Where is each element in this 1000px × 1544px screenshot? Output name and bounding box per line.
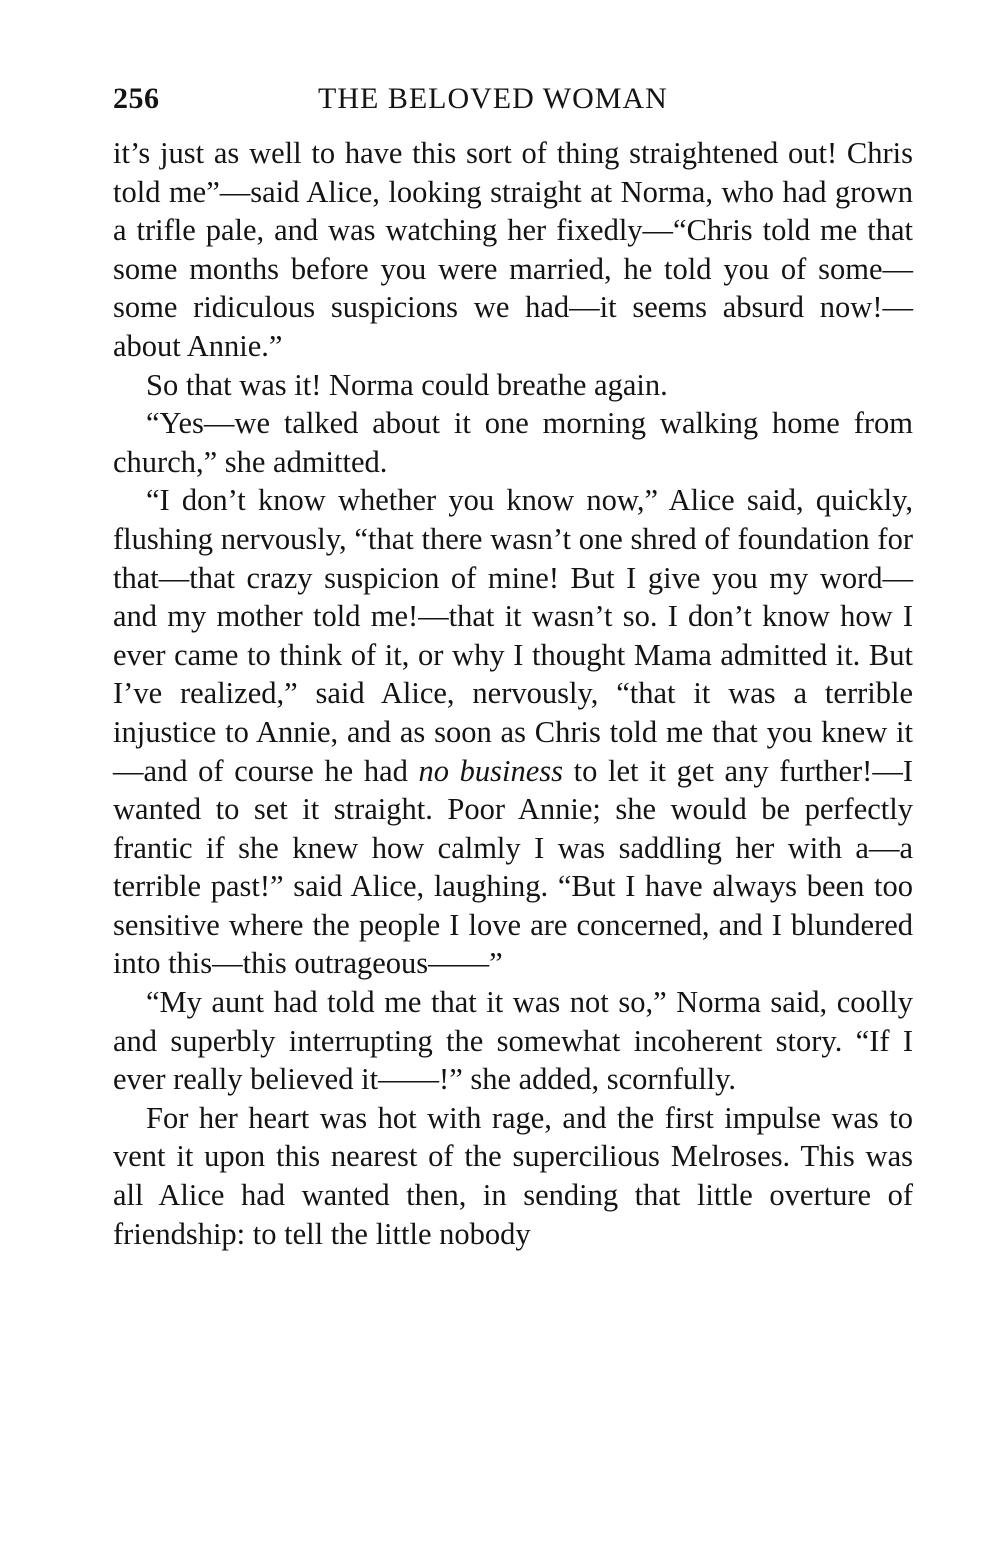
book-title: THE BELOVED WOMAN — [318, 82, 668, 115]
paragraph — [113, 983, 913, 1099]
paragraph — [113, 366, 913, 405]
page-number: 256 — [113, 82, 160, 115]
text-segment: For her heart was hot with rage, and the first impulse was to vent it upon this nearest of the supercilious Melroses. This was all Alice had wanted then, in sending that little overture of friendship: to tell the little nobody — [113, 1100, 913, 1251]
paragraph — [113, 404, 913, 481]
text-segment: So that was it! Norma could breathe again. — [146, 367, 668, 402]
text-segment: it’s just as well to have this sort of thing straightened out! Chris told me”—said Alice, looking straight at Norma, who had grown a trifle pale, and was watching her fixedly—“Chris told me that some months before you were married, he told you of some—some ridiculous suspicions we had—it seems absurd now!—about Annie.” — [113, 136, 913, 363]
text-segment: “My aunt had told me that it was not so,” Norma said, coolly and superbly interrupting the somewhat incoherent story. “If I ever really believed it——!” she added, scornfully. — [113, 985, 913, 1097]
paragraph — [113, 1099, 913, 1253]
paragraph — [113, 481, 913, 983]
text-segment: to let it get any further!—I wanted to set it straight. Poor Annie; she would be perfectly frantic if she knew how calmly I was saddling her with a—a terrible past!” said Alice, laughing. “But I have always been too sensitive where the people I love are concerned, and I blundered into this—this outrageous——” — [113, 753, 913, 981]
running-head — [113, 82, 913, 122]
text-segment: “Yes—we talked about it one morning walking home from church,” she admitted. — [113, 406, 913, 479]
body-text — [113, 134, 913, 1253]
text-segment: “I don’t know whether you know now,” Alice said, quickly, flushing nervously, “that there wasn’t one shred of foundation for that—that crazy suspicion of mine! But I give you my word—and my mother told me!—that it wasn’t so. I don’t know how I ever came to think of it, or why I thought Mama admitted it. But I’ve realized,” said Alice, nervously, “that it was a terrible injustice to Annie, and as soon as Chris told me that you knew it—and of course he had — [113, 483, 913, 788]
paragraph — [113, 134, 913, 366]
italic-emphasis: no business — [418, 753, 563, 788]
